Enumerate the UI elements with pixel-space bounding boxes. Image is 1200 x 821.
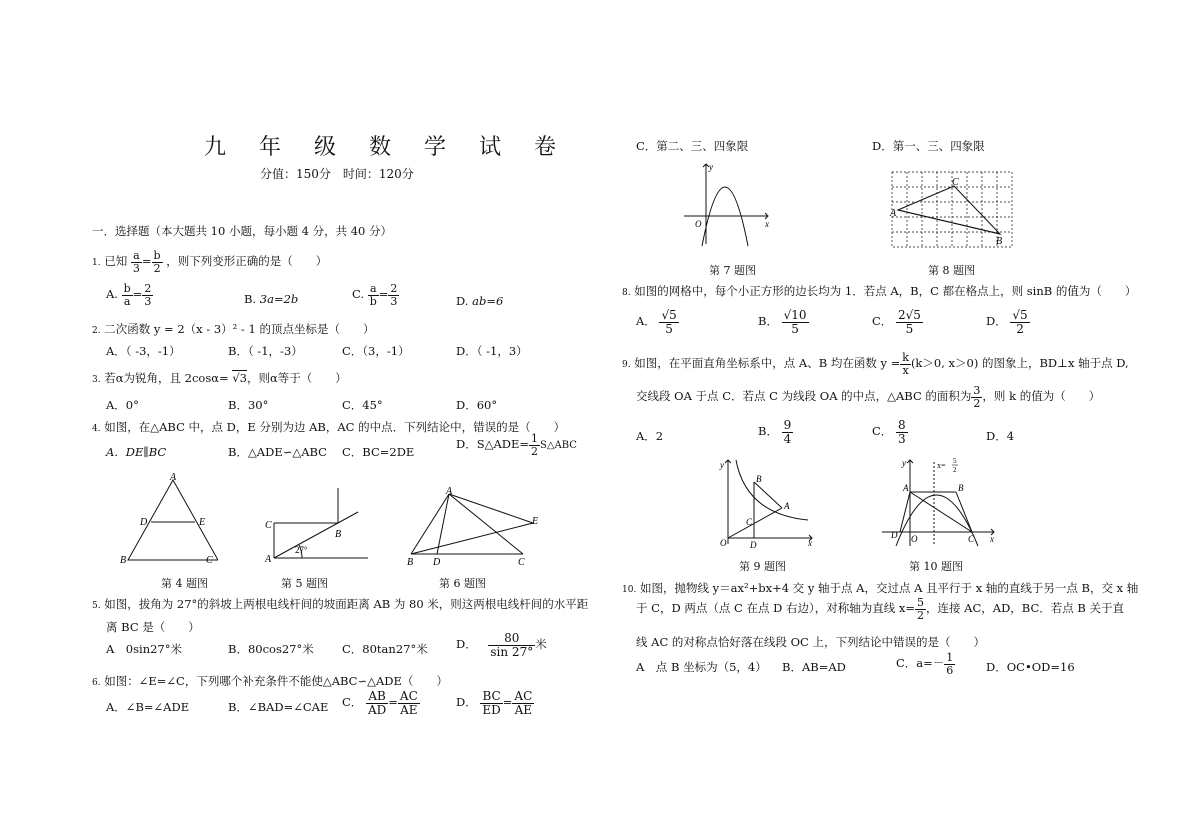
label-b: B [120, 555, 127, 566]
label-axis-frac-d: 2 [953, 466, 957, 474]
question-8: 8. 如图的网格中，每个小正方形的边长均为 1．若点 A，B，C 都在格点上，则 sinB 的值为（ ） [622, 284, 1137, 298]
option-b[interactable]: B．（ -1，-3） [228, 344, 303, 358]
paper-title: 九 年 级 数 学 试 卷 [204, 135, 569, 160]
label-x: x [765, 219, 769, 229]
figure-10 [880, 454, 1000, 552]
question-5-cont: 离 BC 是（ ） [106, 620, 200, 634]
label-b: B [996, 236, 1003, 247]
option-b[interactable]: B．30° [228, 398, 269, 412]
label-e: E [199, 517, 206, 528]
question-9: 9. 如图，在平面直角坐标系中，点 A、B 均在函数 y = $\frac{k}{x}$ (k＞0, x＞0) 的图象上，BD⊥x 轴于点 D, [622, 351, 1129, 377]
option-d[interactable]: D． $\frac{80}{\sin 27^\circ}$ 米 [456, 631, 547, 659]
caption-fig-8: 第 8 题图 [928, 264, 975, 277]
question-number: 1. [92, 258, 101, 269]
caption-fig-6: 第 6 题图 [439, 577, 486, 590]
caption-fig-9: 第 9 题图 [739, 560, 786, 573]
label-a: A [903, 483, 909, 493]
angle-label: 27° [295, 545, 308, 555]
label-d: D [140, 517, 148, 528]
label-a: A [265, 554, 272, 565]
option-c[interactable]: C． $\frac{8}{3}$ [872, 418, 906, 446]
option-a[interactable]: A．2 [636, 429, 664, 443]
option-b[interactable]: B．AB=AD [782, 660, 846, 674]
question-10: 10. 如图，抛物线 y＝ax²+bx+4 交 y 轴于点 A，交过点 A 且平行于 x 轴的直线于另一点 B，交 x 轴 [622, 581, 1139, 595]
label-a: A [890, 208, 897, 219]
label-x: x [808, 538, 812, 548]
fraction: $\frac{b}{2}$ [153, 249, 161, 275]
question-2: 2. 二次函数 y = 2（x - 3）² - 1 的顶点坐标是（ ） [92, 322, 375, 336]
question-5: 5. 如图，拔角为 27°的斜坡上两根电线杆间的坡面距离 AB 为 80 米，则这两根电线杆间的水平距 [92, 597, 589, 611]
option-c[interactable]: C． $\frac{2√5}{5}$ [872, 308, 921, 336]
label-a: A [784, 501, 790, 511]
option-a[interactable]: A．∠B=∠ADE [106, 700, 190, 714]
option-a[interactable]: A．DE∥BC [106, 445, 167, 459]
label-d: D [891, 530, 898, 540]
fraction: $\frac{a}{3}$ [132, 249, 140, 275]
option-b[interactable]: B．△ADE∽△ABC [228, 445, 327, 459]
label-b: B [958, 483, 964, 493]
option-c[interactable]: C． $\frac{AB}{AD}$ = $\frac{AC}{AE}$ [342, 689, 418, 717]
option-b[interactable]: B． $\frac{9}{4}$ [758, 418, 792, 446]
question-10-cont: 于 C，D 两点（点 C 在点 D 右边），对称轴为直线 x= $\frac{5}{2}$ ，连接 AC，AD，BC．若点 B 关于直 [636, 596, 1125, 622]
label-axis: x= [937, 461, 946, 470]
q7-option-c[interactable]: C．第二、三、四象限 [636, 139, 749, 153]
figure-6 [405, 487, 540, 567]
figure-4 [118, 472, 218, 570]
label-b: B [335, 529, 342, 540]
label-y: y [720, 460, 724, 470]
question-10-cont2: 线 AC 的对称点恰好落在线段 OC 上，下列结论中错误的是（ ） [636, 635, 985, 649]
label-o: O [695, 219, 702, 229]
option-c[interactable]: C．45° [342, 398, 383, 412]
label-b: B [407, 557, 414, 567]
label-y: y [709, 162, 713, 172]
option-d[interactable]: D．S△ADE= $\frac{1}{2}$ S△ABC [456, 432, 577, 458]
option-d[interactable]: D．OC•OD=16 [986, 660, 1075, 674]
question-4: 4. 如图，在△ABC 中，点 D，E 分别为边 AB，AC 的中点．下列结论中，错误的是（ ） [92, 420, 566, 434]
paper-subtitle: 分值：150分 时间：120分 [260, 167, 414, 181]
label-a: A [446, 487, 453, 497]
label-a: A [170, 472, 177, 483]
caption-fig-5: 第 5 题图 [281, 577, 328, 590]
question-3: 3. 若α为锐角，且 2cosα= √3，则α等于（ ） [92, 371, 347, 385]
label-c: C [746, 517, 753, 527]
q7-option-d[interactable]: D．第一、三、四象限 [872, 139, 985, 153]
question-stem-end: ，则下列变形正确的是（ ） [166, 254, 328, 269]
question-stem: 已知 [104, 254, 128, 269]
option-a[interactable]: A． $\frac{√5}{5}$ [636, 308, 677, 336]
option-d[interactable]: D． $\frac{√5}{2}$ [986, 308, 1028, 336]
label-x: x [990, 534, 994, 544]
option-a[interactable]: A．0° [106, 398, 139, 412]
label-c: C [206, 555, 213, 566]
label-d: D [750, 540, 757, 550]
option-a[interactable]: A. $\frac{b}{a}$ = $\frac{2}{3}$ [106, 282, 152, 308]
figure-9 [712, 456, 818, 552]
label-o: O [911, 534, 918, 544]
option-c[interactable]: C．BC=2DE [342, 445, 415, 459]
label-b: B [756, 474, 762, 484]
option-c[interactable]: C．（3，-1） [342, 344, 410, 358]
option-b[interactable]: B． $\frac{√10}{5}$ [758, 308, 807, 336]
option-d[interactable]: D. ab=6 [456, 294, 504, 308]
label-c: C [518, 557, 525, 567]
option-b[interactable]: B．∠BAD=∠CAE [228, 700, 329, 714]
option-d[interactable]: D．（ -1，3） [456, 344, 528, 358]
label-o: O [720, 538, 727, 548]
label-y: y [902, 458, 906, 468]
label-d: D [433, 557, 441, 567]
option-b[interactable]: B．80cos27°米 [228, 642, 314, 656]
option-b[interactable]: B. 3a=2b [244, 292, 299, 306]
section-heading: 一．选择题（本大题共 10 小题，每小题 4 分，共 40 分） [92, 224, 393, 238]
question-9-cont: 交线段 OA 于点 C．若点 C 为线段 OA 的中点，△ABC 的面积为 $\frac{3}{2}$ ，则 k 的值为（ ） [636, 384, 1101, 410]
figure-5 [262, 480, 372, 568]
caption-fig-4: 第 4 题图 [161, 577, 208, 590]
figure-8 [888, 168, 1018, 252]
label-c: C [952, 177, 959, 188]
label-e: E [532, 516, 539, 527]
option-a[interactable]: A 点 B 坐标为（5，4） [636, 660, 767, 674]
label-c: C [968, 534, 975, 544]
figure-7 [680, 158, 780, 250]
option-c[interactable]: C．a=－ $\frac{1}{6}$ [896, 651, 954, 677]
option-d[interactable]: D．4 [986, 429, 1015, 443]
caption-fig-7: 第 7 题图 [709, 264, 756, 277]
option-a[interactable]: A 0sin27°米 [106, 642, 182, 656]
label-c: C [265, 520, 272, 531]
option-d[interactable]: D． $\frac{BC}{ED}$ = $\frac{AC}{AE}$ [456, 689, 533, 717]
triangle-abc [898, 186, 1000, 234]
option-c[interactable]: C. $\frac{a}{b}$ = $\frac{2}{3}$ [352, 282, 398, 308]
option-c[interactable]: C．80tan27°米 [342, 642, 428, 656]
question-6: 6. 如图：∠E=∠C，下列哪个补充条件不能使△ABC∽△ADE（ ） [92, 674, 448, 688]
question-1: 1. 已知 $\frac{a}{3}$ = $\frac{b}{2}$ ，则下列变形正确的是（ ） [92, 249, 328, 275]
option-a[interactable]: A．（ -3，-1） [106, 344, 181, 358]
label-axis-frac-n: 5 [953, 457, 957, 465]
option-d[interactable]: D．60° [456, 398, 498, 412]
caption-fig-10: 第 10 题图 [909, 560, 963, 573]
